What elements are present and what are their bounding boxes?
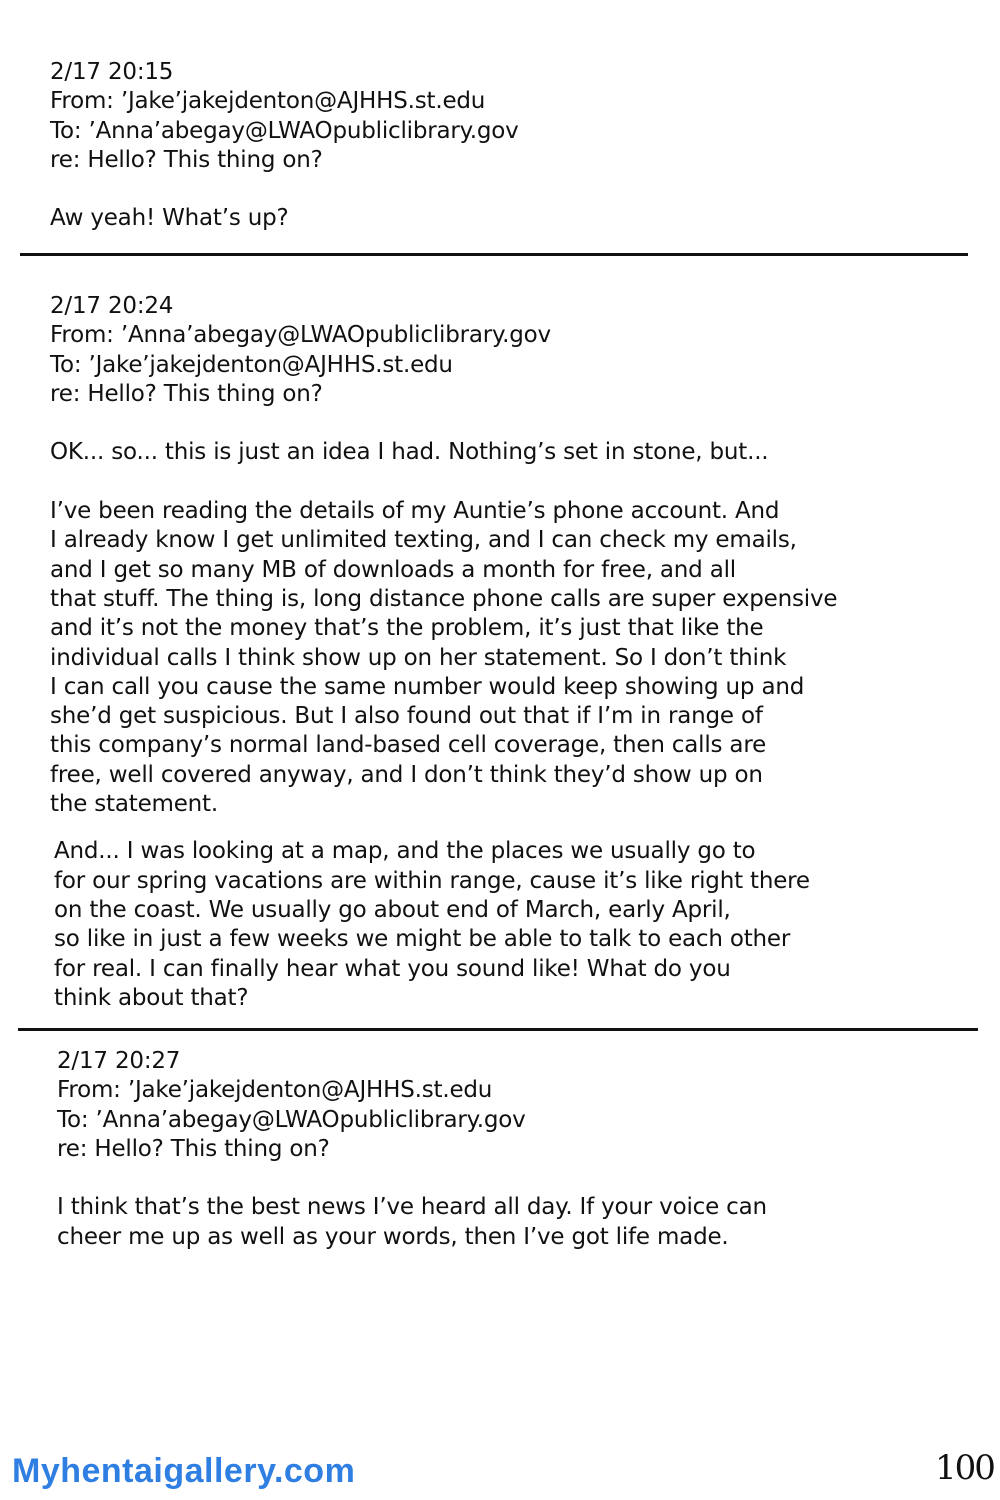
email-body-line: individual calls I think show up on her statement. So I don’t think xyxy=(50,644,787,671)
divider-rule-2 xyxy=(18,1028,978,1031)
email-body-line: Aw yeah! What’s up? xyxy=(50,205,289,232)
email-message-1 xyxy=(50,58,519,234)
email-message-2 xyxy=(50,292,837,1013)
email-subject: re: Hello? This thing on? xyxy=(57,1135,330,1162)
email-from: From: ’Jake’jakejdenton@AJHHS.st.edu xyxy=(50,88,486,115)
spacer xyxy=(57,1164,767,1193)
spacer xyxy=(50,409,837,438)
email-body-line: free, well covered anyway, and I don’t think they’d show up on xyxy=(50,761,763,788)
email-body-line: for our spring vacations are within range, cause it’s like right there xyxy=(54,867,810,894)
email-body-line: so like in just a few weeks we might be able to talk to each other xyxy=(54,926,791,953)
email-body-line: I already know I get unlimited texting, and I can check my emails, xyxy=(50,527,797,554)
email-body-line: and it’s not the money that’s the problem, it’s just that like the xyxy=(50,615,764,642)
email-timestamp: 2/17 20:24 xyxy=(50,293,174,319)
email-from: From: ’Anna’abegay@LWAOpubliclibrary.gov xyxy=(50,322,551,349)
spacer xyxy=(50,175,519,204)
email-body-line: And... I was looking at a map, and the places we usually go to xyxy=(54,838,756,865)
email-body-line: this company’s normal land-based cell coverage, then calls are xyxy=(50,732,767,759)
email-body-line: I’ve been reading the details of my Auntie’s phone account. And xyxy=(50,498,780,525)
email-to: To: ’Anna’abegay@LWAOpubliclibrary.gov xyxy=(50,117,519,144)
email-subject: re: Hello? This thing on? xyxy=(50,146,323,173)
email-message-3 xyxy=(57,1047,767,1252)
email-from: From: ’Jake’jakejdenton@AJHHS.st.edu xyxy=(57,1077,493,1104)
email-body-line: the statement. xyxy=(50,791,218,818)
email-body-line: OK... so... this is just an idea I had. Nothing’s set in stone, but... xyxy=(50,439,769,466)
email-body-line: for real. I can finally hear what you sound like! What do you xyxy=(54,955,731,982)
email-subject: re: Hello? This thing on? xyxy=(50,380,323,407)
divider-rule-1 xyxy=(20,253,968,256)
spacer xyxy=(50,468,837,497)
email-body-line: and I get so many MB of downloads a month for free, and all xyxy=(50,556,736,583)
email-body-line: she’d get suspicious. But I also found out that if I’m in range of xyxy=(50,703,763,730)
email-paragraph xyxy=(54,837,837,1013)
email-to: To: ’Jake’jakejdenton@AJHHS.st.edu xyxy=(50,351,453,378)
email-timestamp: 2/17 20:15 xyxy=(50,59,174,85)
email-to: To: ’Anna’abegay@LWAOpubliclibrary.gov xyxy=(57,1106,526,1133)
email-body-line: cheer me up as well as your words, then I’ve got life made. xyxy=(57,1223,729,1250)
email-body-line: think about that? xyxy=(54,984,249,1011)
email-body-line: on the coast. We usually go about end of March, early April, xyxy=(54,896,731,923)
watermark-text: Myhentaigallery.com xyxy=(12,1452,356,1490)
email-body-line: I can call you cause the same number would keep showing up and xyxy=(50,673,805,700)
spacer xyxy=(50,819,837,837)
email-body-line: that stuff. The thing is, long distance phone calls are super expensive xyxy=(50,585,838,612)
email-timestamp: 2/17 20:27 xyxy=(57,1048,181,1074)
email-body-line: I think that’s the best news I’ve heard all day. If your voice can xyxy=(57,1194,767,1221)
page-number: 100 xyxy=(935,1448,994,1488)
